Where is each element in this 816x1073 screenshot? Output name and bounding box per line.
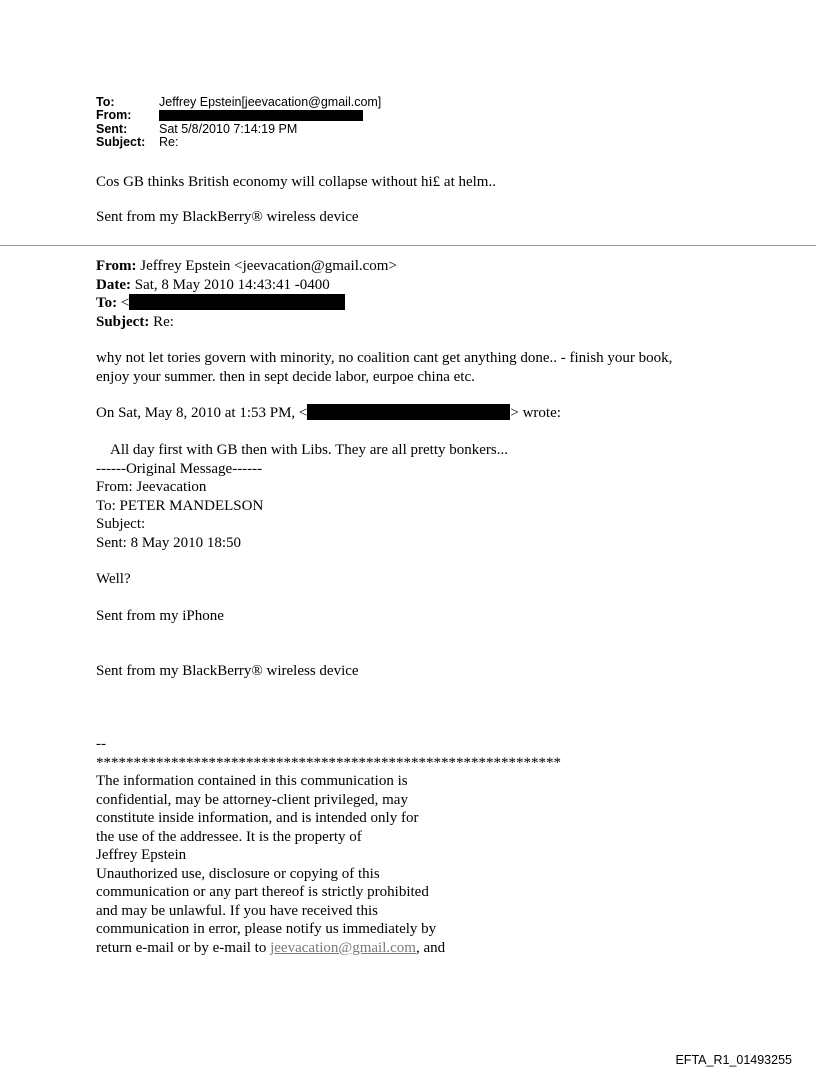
disclaimer-line: communication or any part thereof is strictly prohibited	[96, 884, 429, 900]
document-id: EFTA_R1_01493255	[675, 1053, 792, 1067]
disclaimer-line: the use of the addressee. It is the property of	[96, 828, 362, 845]
redaction-bar	[159, 110, 363, 121]
to-row	[96, 96, 381, 109]
disclaimer-last-prefix: return e-mail or by e-mail to	[96, 939, 271, 956]
original-sent: Sent: 8 May 2010 18:50	[96, 534, 241, 551]
subject-label: Subject:	[96, 134, 146, 149]
email-body: Cos GB thinks British economy will collapse without hi£ at helm..	[96, 174, 496, 190]
disclaimer-stars: **************************************************************	[96, 754, 561, 771]
subject-row	[96, 136, 381, 149]
from-label: From:	[96, 108, 132, 123]
disclaimer-line: Unauthorized use, disclosure or copying of this	[96, 865, 380, 882]
quoted-to-value: <	[120, 295, 130, 311]
original-to: To: PETER MANDELSON	[96, 497, 264, 514]
disclaimer-line: Jeffrey Epstein	[96, 847, 187, 863]
quoted-body-line: enjoy your summer. then in sept decide labor, eurpoe china etc.	[96, 369, 475, 385]
disclaimer-line: and may be unlawful. If you have received this	[96, 902, 378, 919]
quoted-from-row	[96, 257, 397, 276]
quoted-from-value: Jeffrey Epstein <jeevacation@gmail.com>	[140, 258, 397, 274]
quoted-to-row	[96, 294, 345, 313]
reply-text: All day first with GB then with Libs. They are all pretty bonkers...	[110, 442, 508, 458]
quoted-from-label: From:	[96, 258, 137, 274]
disclaimer-last-line	[96, 939, 445, 958]
email-signature: Sent from my BlackBerry® wireless device	[96, 209, 359, 225]
wrote-line	[96, 404, 561, 423]
quoted-date-row	[96, 276, 330, 295]
original-message-marker: ------Original Message------	[96, 460, 263, 477]
quoted-subject-label: Subject:	[96, 313, 150, 330]
wrote-suffix: > wrote:	[510, 405, 561, 421]
disclaimer-line: constitute inside information, and is intended only for	[96, 810, 419, 826]
iphone-signature: Sent from my iPhone	[96, 608, 224, 624]
to-label: To:	[96, 95, 115, 109]
subject-value: Re:	[159, 134, 179, 149]
disclaimer-dashes: --	[96, 736, 106, 752]
sent-row	[96, 123, 381, 136]
original-subject: Subject:	[96, 516, 146, 532]
disclaimer-line: The information contained in this communication is	[96, 773, 408, 789]
sent-value: Sat 5/8/2010 7:14:19 PM	[159, 121, 298, 136]
disclaimer-line: communication in error, please notify us immediately by	[96, 921, 437, 937]
quoted-subject-value: Re:	[153, 313, 174, 330]
quoted-date-label: Date:	[96, 276, 131, 293]
separator-line	[0, 245, 816, 246]
redaction-bar	[307, 404, 510, 420]
quoted-to-label: To:	[96, 295, 118, 311]
quoted-date-value: Sat, 8 May 2010 14:43:41 -0400	[134, 276, 330, 293]
quoted-body-line: why not let tories govern with minority, no coalition cant get anything done.. - finish your book,	[96, 350, 673, 366]
from-row	[96, 109, 381, 122]
sent-label: Sent:	[96, 121, 128, 136]
disclaimer-line: confidential, may be attorney-client privileged, may	[96, 791, 408, 808]
email-link[interactable]: jeevacation@gmail.com	[270, 939, 416, 956]
original-from: From: Jeevacation	[96, 479, 207, 495]
blackberry-signature: Sent from my BlackBerry® wireless device	[96, 663, 359, 679]
redaction-bar	[129, 294, 345, 310]
disclaimer-last-suffix: , and	[415, 939, 446, 956]
wrote-prefix: On Sat, May 8, 2010 at 1:53 PM, <	[96, 405, 308, 421]
quoted-subject-row	[96, 313, 174, 332]
well-text: Well?	[96, 571, 131, 587]
to-value: Jeffrey Epstein[jeevacation@gmail.com]	[159, 95, 382, 109]
email-header	[96, 96, 381, 149]
